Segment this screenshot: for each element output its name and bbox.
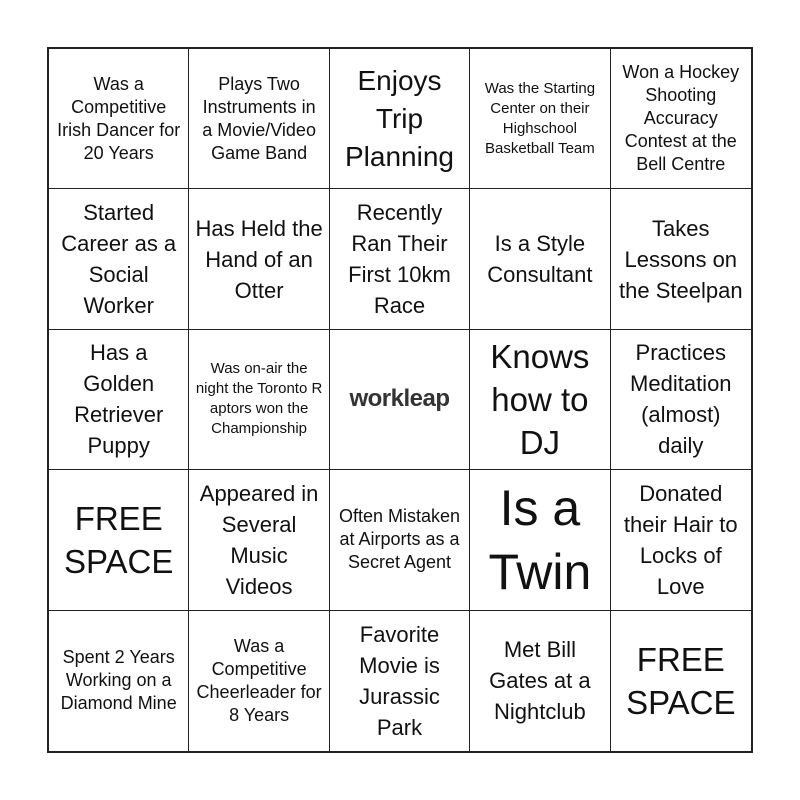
bingo-cell-r4-c1[interactable] [49, 470, 189, 610]
bingo-cell-text: Was on-air the night the Toronto R aptors won the Championship [195, 360, 323, 438]
bingo-cell-r2-c4[interactable] [470, 189, 610, 329]
bingo-cell-r2-c2[interactable] [189, 189, 329, 329]
bingo-cell-r3-c5[interactable] [611, 330, 751, 470]
bingo-cell-r2-c5[interactable] [611, 189, 751, 329]
bingo-cell-text: Is a Twin [488, 479, 592, 600]
bingo-cell-text: Donated their Hair to Locks of Love [623, 480, 738, 599]
bingo-cell-r1-c1[interactable] [49, 49, 189, 189]
bingo-cell-text: Appeared in Several Music Videos [199, 480, 319, 599]
bingo-cell-r3-c1[interactable] [49, 330, 189, 470]
bingo-cell-text: Recently Ran Their First 10km Race [348, 200, 451, 319]
bingo-cell-r1-c4[interactable] [470, 49, 610, 189]
bingo-cell-text: Practices Meditation (almost) daily [630, 340, 732, 459]
bingo-cell-r4-c5[interactable] [611, 470, 751, 610]
bingo-cell-text: Was the Starting Center on their Highschool Basketball Team [484, 79, 596, 157]
bingo-cell-text: Often Mistaken at Airports as a Secret Agent [338, 506, 461, 573]
bingo-cell-r5-c1[interactable] [49, 611, 189, 751]
bingo-cell-text: FREE SPACE [63, 499, 174, 580]
bingo-cell-r1-c3[interactable] [330, 49, 470, 189]
bingo-cell-text: Won a Hockey Shooting Accuracy Contest at the Bell Centre [622, 62, 740, 175]
bingo-cell-r4-c4[interactable] [470, 470, 610, 610]
bingo-cell-r3-c4[interactable] [470, 330, 610, 470]
bingo-cell-r2-c1[interactable] [49, 189, 189, 329]
bingo-cell-r2-c3[interactable] [330, 189, 470, 329]
workleap-logo: workleap [349, 385, 450, 413]
bingo-cell-r1-c2[interactable] [189, 49, 329, 189]
bingo-cell-r5-c2[interactable] [189, 611, 329, 751]
bingo-cell-r5-c4[interactable] [470, 611, 610, 751]
bingo-cell-text: Favorite Movie is Jurassic Park [359, 621, 440, 740]
bingo-cell-text: Plays Two Instruments in a Movie/Video Game Band [202, 73, 316, 163]
bingo-cell-center-logo[interactable] [330, 330, 470, 470]
bingo-cell-r3-c2[interactable] [189, 330, 329, 470]
bingo-cell-text: FREE SPACE [626, 640, 736, 721]
bingo-cell-text: Knows how to DJ [490, 337, 590, 461]
bingo-cell-text: Has a Golden Retriever Puppy [74, 340, 164, 459]
bingo-cell-r4-c3[interactable] [330, 470, 470, 610]
bingo-cell-r1-c5[interactable] [611, 49, 751, 189]
bingo-cell-text: Enjoys Trip Planning [345, 64, 454, 172]
bingo-cell-r5-c3[interactable] [330, 611, 470, 751]
bingo-cell-r5-c5[interactable] [611, 611, 751, 751]
bingo-cell-text: Was a Competitive Irish Dancer for 20 Years [57, 73, 181, 163]
bingo-cell-text: Started Career as a Social Worker [61, 200, 177, 319]
bingo-cell-text: Takes Lessons on the Steelpan [619, 215, 743, 303]
bingo-cell-text: Has Held the Hand of an Otter [195, 215, 323, 303]
bingo-cell-r4-c2[interactable] [189, 470, 329, 610]
bingo-cell-text: Was a Competitive Cheerleader for 8 Years [196, 635, 322, 725]
bingo-board [47, 47, 753, 753]
bingo-cell-text: Is a Style Consultant [487, 231, 593, 288]
bingo-cell-text: Met Bill Gates at a Nightclub [489, 637, 591, 725]
bingo-cell-text: Spent 2 Years Working on a Diamond Mine [60, 647, 177, 714]
